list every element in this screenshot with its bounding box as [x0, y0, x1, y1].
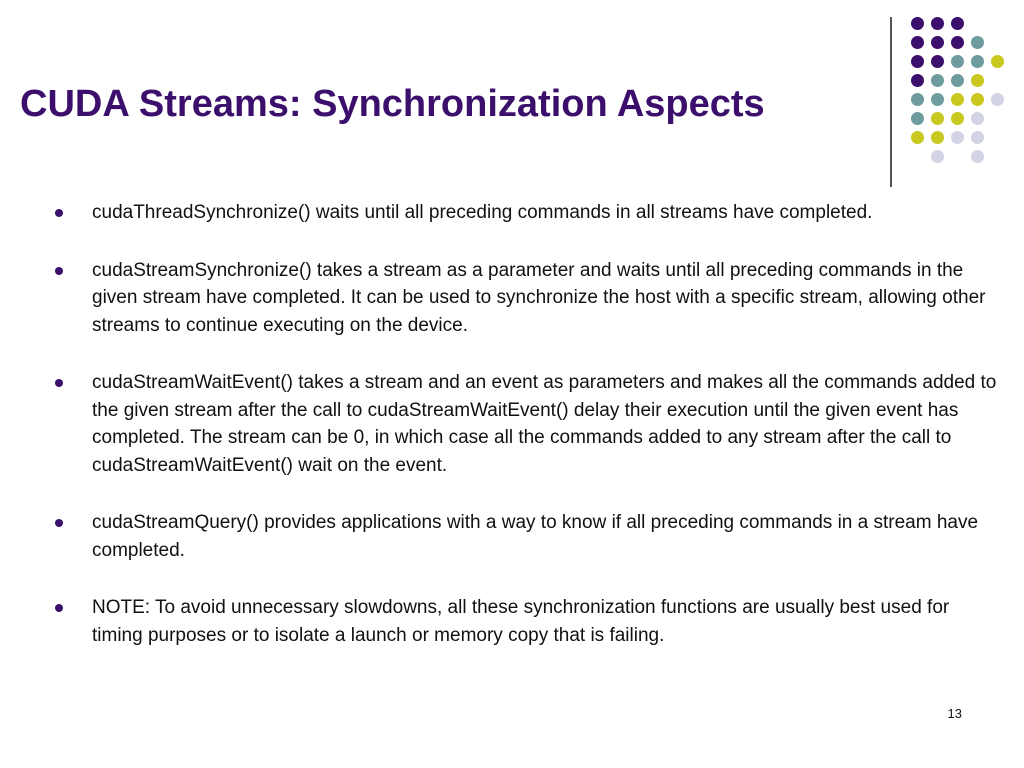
bullet-item — [52, 199, 1002, 227]
dot-purple — [911, 36, 924, 49]
dot-lavender — [951, 131, 964, 144]
bullet-item — [52, 594, 1002, 649]
dot-yellow — [931, 131, 944, 144]
dot-teal — [951, 55, 964, 68]
dot-yellow — [971, 74, 984, 87]
dot-lavender — [971, 150, 984, 163]
dot-teal — [971, 55, 984, 68]
dot-yellow — [951, 112, 964, 125]
dot-yellow — [991, 55, 1004, 68]
dot-teal — [931, 93, 944, 106]
bullet-item — [52, 509, 1002, 564]
dot-lavender — [931, 150, 944, 163]
dot-yellow — [931, 112, 944, 125]
bullet-text: cudaStreamQuery() provides applications with a way to know if all preceding commands in a stream have completed. — [92, 512, 979, 561]
bullet-list — [52, 199, 1002, 679]
dot-yellow — [951, 93, 964, 106]
dot-lavender — [971, 131, 984, 144]
page-number: 13 — [947, 706, 962, 721]
bullet-dot-icon — [55, 519, 63, 527]
dot-teal — [971, 36, 984, 49]
bullet-text: cudaStreamSynchronize() takes a stream as a parameter and waits until all preceding commands in the given stream have completed. It can be used to synchronize the host with a specific stream, allowing other streams to continue executing on the device. — [92, 259, 986, 336]
dot-lavender — [971, 112, 984, 125]
bullet-text: cudaThreadSynchronize() waits until all preceding commands in all streams have completed. — [92, 202, 873, 223]
dot-purple — [911, 74, 924, 87]
bullet-dot-icon — [55, 604, 63, 612]
dot-purple — [931, 36, 944, 49]
bullet-dot-icon — [55, 379, 63, 387]
dot-yellow — [971, 93, 984, 106]
bullet-item — [52, 369, 1002, 479]
dot-teal — [931, 74, 944, 87]
bullet-text: cudaStreamWaitEvent() takes a stream and an event as parameters and makes all the commands added to the given stream after the call to cudaStreamWaitEvent() delay their execution until the given event has completed. The stream can be 0, in which case all the commands added to any stream after the call to cudaStreamWaitEvent() wait on the event. — [92, 372, 997, 476]
bullet-text: NOTE: To avoid unnecessary slowdowns, all these synchronization functions are usually best used for timing purposes or to isolate a launch or memory copy that is failing. — [92, 597, 950, 646]
slide-title: CUDA Streams: Synchronization Aspects — [20, 83, 765, 125]
dot-lavender — [991, 93, 1004, 106]
dot-purple — [911, 55, 924, 68]
dot-purple — [931, 55, 944, 68]
dot-yellow — [911, 131, 924, 144]
decorative-dot-grid — [908, 14, 1008, 164]
dot-teal — [911, 112, 924, 125]
dot-purple — [931, 17, 944, 30]
dot-purple — [951, 36, 964, 49]
bullet-item — [52, 257, 1002, 340]
dot-purple — [951, 17, 964, 30]
dot-purple — [911, 17, 924, 30]
bullet-dot-icon — [55, 209, 63, 217]
dot-teal — [951, 74, 964, 87]
dot-teal — [911, 93, 924, 106]
bullet-dot-icon — [55, 267, 63, 275]
title-divider-line — [890, 17, 892, 187]
